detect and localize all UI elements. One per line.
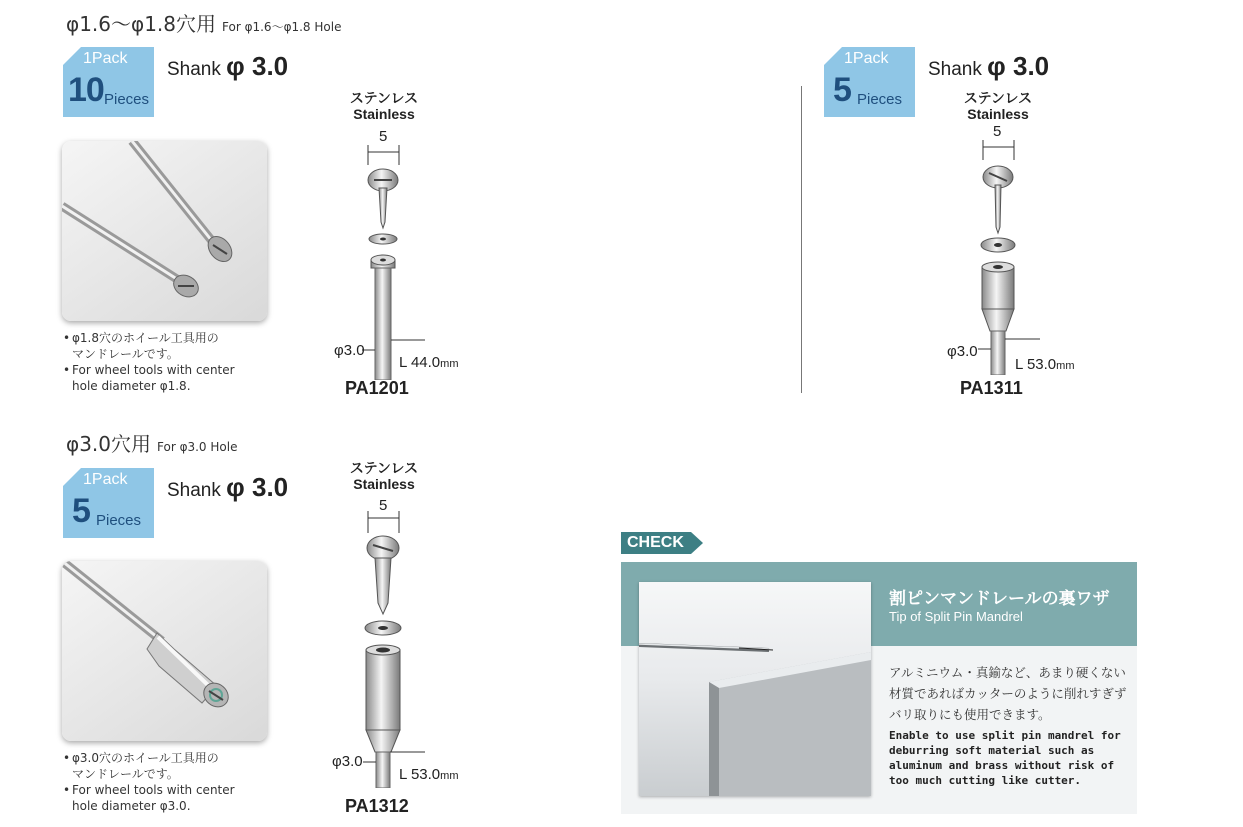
note-en-line2: hole diameter φ3.0. [72, 799, 191, 813]
check-photo [639, 582, 871, 796]
shank-label: Shank [167, 59, 221, 80]
product-notes [72, 750, 235, 814]
note-jp-line2: マンドレールです。 [72, 347, 179, 361]
shank-label: Shank [167, 480, 221, 501]
note-en-line1: • For wheel tools with center [72, 782, 235, 798]
shank-spec [167, 51, 288, 82]
note-jp-line1: • φ3.0穴のホイール工具用の [72, 750, 235, 766]
pack-label: 1Pack [844, 50, 889, 67]
check-heading-jp: 割ピンマンドレールの裏ワザ [889, 589, 1110, 609]
length-unit: mm [1056, 360, 1075, 372]
section-title-jp: φ3.0穴用 [66, 432, 151, 456]
pack-badge [63, 47, 154, 117]
shank-label: Shank [928, 59, 982, 80]
mandrel-diagram [330, 508, 440, 788]
shank-diameter-dim: φ3.0 [332, 753, 363, 770]
material-en: Stainless [353, 476, 415, 492]
length-dim [1015, 356, 1074, 373]
pack-unit: Pieces [104, 91, 150, 108]
shank-value: φ 3.0 [226, 51, 289, 81]
shank-diameter-dim: φ3.0 [947, 343, 978, 360]
section-title-en: For φ3.0 Hole [157, 440, 238, 454]
section-title-1 [66, 8, 341, 37]
check-panel [621, 562, 1137, 814]
check-body-en: Enable to use split pin mandrel for deburring soft material such as aluminum and brass without risk of too much cutting like cutter. [889, 729, 1121, 787]
shank-diameter-dim: φ3.0 [334, 342, 365, 359]
product-code: PA1311 [960, 378, 1023, 398]
length-dim [399, 766, 458, 783]
check-tag-label: CHECK [627, 534, 684, 551]
head-width-dim: 5 [379, 497, 388, 514]
shank-value: φ 3.0 [226, 472, 289, 502]
pack-count: 5 [72, 492, 90, 530]
material-label [336, 90, 432, 122]
length-unit: mm [440, 358, 459, 370]
material-en: Stainless [353, 106, 415, 122]
product-notes [72, 330, 235, 394]
note-jp-line1: • φ1.8穴のホイール工具用の [72, 330, 235, 346]
head-width-dim: 5 [993, 123, 1002, 140]
note-jp-line2: マンドレールです。 [72, 767, 179, 781]
check-heading-en: Tip of Split Pin Mandrel [889, 609, 1023, 624]
mandrel-diagram [945, 135, 1055, 375]
head-width-dim: 5 [379, 128, 388, 145]
material-jp: ステンレス [963, 90, 1033, 106]
length-value: L 44.0 [399, 354, 441, 371]
section-title-jp: φ1.6〜φ1.8穴用 [66, 12, 216, 36]
divider [801, 86, 802, 393]
shank-spec [928, 51, 1049, 82]
pack-unit: Pieces [96, 512, 142, 529]
note-en-line1: • For wheel tools with center [72, 362, 235, 378]
section-title-en: For φ1.6〜φ1.8 Hole [222, 20, 342, 34]
length-dim [399, 354, 458, 371]
check-body-jp: アルミニウム・真鍮など、あまり硬くない材質であればカッターのように削れすぎずバリ取りにも使用できます。 [889, 665, 1127, 722]
pack-label: 1Pack [83, 50, 128, 67]
material-jp: ステンレス [349, 460, 419, 476]
pack-count: 10 [68, 71, 104, 109]
product-code: PA1312 [345, 796, 409, 816]
length-unit: mm [440, 770, 459, 782]
shank-value: φ 3.0 [987, 51, 1050, 81]
note-en-line2: hole diameter φ1.8. [72, 379, 191, 393]
length-value: L 53.0 [1015, 356, 1057, 373]
material-label [950, 90, 1046, 122]
product-photo [62, 141, 267, 321]
shank-spec [167, 472, 288, 503]
section-title-2 [66, 428, 237, 457]
material-jp: ステンレス [349, 90, 419, 106]
product-photo [62, 561, 267, 741]
pack-badge [63, 468, 154, 538]
pack-count: 5 [833, 71, 851, 109]
check-tag [621, 532, 691, 554]
length-value: L 53.0 [399, 766, 441, 783]
pack-badge [824, 47, 915, 117]
material-en: Stainless [967, 106, 1029, 122]
pack-unit: Pieces [857, 91, 903, 108]
material-label [336, 460, 432, 492]
pack-label: 1Pack [83, 471, 128, 488]
product-code: PA1201 [345, 378, 409, 398]
